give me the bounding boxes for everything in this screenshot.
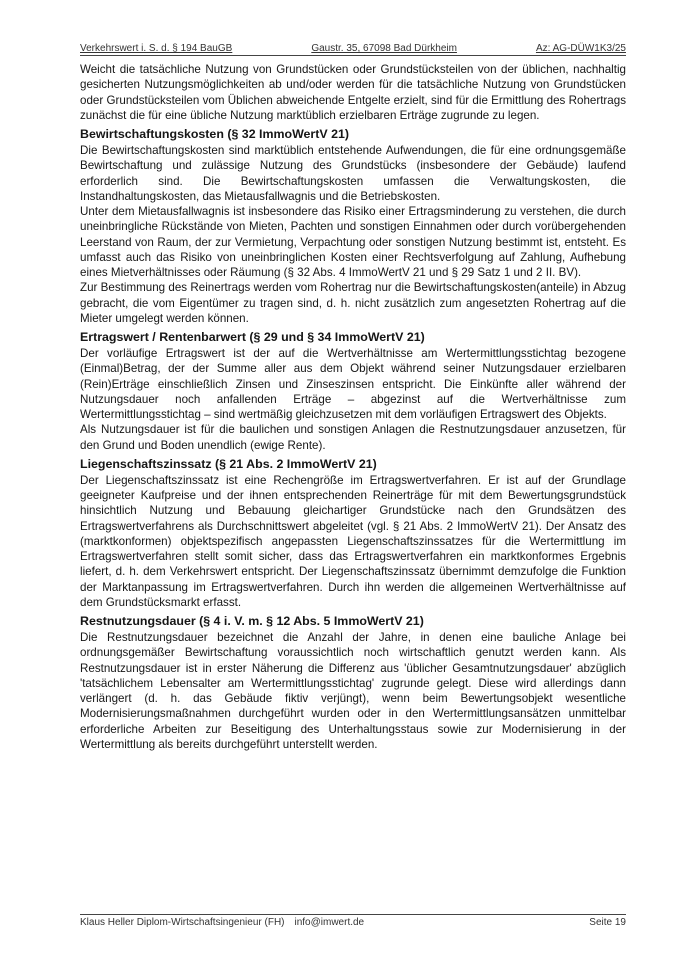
paragraph: Die Restnutzungsdauer bezeichnet die Anzahl der Jahre, in denen eine bauliche Anlage bei ordnungsgemäßer Bewirtschaftung voraussichtlich noch wirtschaftlich genutzt werden kann. Als Restnutzungsdauer ist in erster Näherung die Differenz aus 'üblicher Gesamtnutzungsdauer' abzüglich 'tatsächlichem Lebensalter am Wertermittlungsstichtag' zugrunde gelegt. Diese wird allerdings dann verlängert (d. h. das Gebäude fiktiv verjüngt), wenn beim Bewertungsobjekt wesentliche Modernisierungsmaßnahmen durchgeführt wurden oder in den Wertermittlungsansätzen unmittelbar erforderliche Arbeiten zur Beseitigung des Unterhaltungsstaus sowie zur Modernisierung in der Wertermittlung als bereits durchgeführt unterstellt werden. xyxy=(80,631,626,751)
paragraph: Der Liegenschaftszinssatz ist eine Rechengröße im Ertragswertverfahren. Er ist auf der Grundlage geeigneter Kaufpreise und der ihnen entsprechenden Reinerträge für mit dem Bewertungsgrundstück hinsichtlich Nutzung und Bebauung gleichartiger Grundstücke nach den Grundsätzen des Ertragswertverfahrens als Durchschnittswert abgeleitet (vgl. § 21 Abs. 2 ImmoWertV 21). Der Ansatz des (marktkonformen) objektspezifisch angepassten Liegenschaftszinssatzes für die Wertermittlung im Ertragswertverfahren stellt somit sicher, dass das Ertragswertverfahren ein marktkonformes Ergebnis liefert, d. h. dem Verkehrswert entspricht. Der Liegenschaftszinssatz übernimmt demzufolge die Funktion der Marktanpassung im Ertragswertverfahren. Durch ihn werden die allgemeinen Wertverhältnisse auf dem Grundstücksmarkt erfasst. xyxy=(80,473,626,609)
section-heading: Restnutzungsdauer (§ 4 i. V. m. § 12 Abs. 5 ImmoWertV 21) xyxy=(80,614,424,628)
footer-author-line xyxy=(80,917,589,928)
document-body xyxy=(80,62,626,752)
page-footer xyxy=(80,914,626,928)
section-restnutzungsdauer xyxy=(80,613,626,752)
section-heading: Liegenschaftszinssatz (§ 21 Abs. 2 ImmoWertV 21) xyxy=(80,456,377,471)
paragraph: Zur Bestimmung des Reinertrags werden vom Rohertrag nur die Bewirtschaftungskosten(anteile) in Abzug gebracht, die vom Eigentümer zu tragen sind, d. h. nicht zusätzlich zum angesetzten Rohertrag auf die Mieter umgelegt werden können. xyxy=(80,281,626,325)
page-number: Seite 19 xyxy=(589,917,626,928)
footer-email: info@imwert.de xyxy=(294,917,365,928)
header-address: Gaustr. 35, 67098 Bad Dürkheim xyxy=(311,43,457,54)
paragraph: Weicht die tatsächliche Nutzung von Grundstücken oder Grundstücksteilen von der üblichen, nachhaltig gesicherten Nutzungsmöglichkeiten ab und/oder werden für die tatsächliche Nutzung von Grundstücken oder Grundstücksteilen vom Üblichen abweichende Entgelte erzielt, sind für die Ermittlung des Rohertrags zunächst die für eine übliche Nutzung marktüblich erzielbaren Erträge zugrunde zu legen. xyxy=(80,63,626,122)
intro-section xyxy=(80,62,626,123)
paragraph: Der vorläufige Ertragswert ist der auf die Wertverhältnisse am Wertermittlungsstichtag bezogene (Einmal)Betrag, der der Summe aller aus dem Objekt während seiner Nutzungsdauer erzielbaren (Rein)Erträge einschließlich Zinsen und Zinseszinsen entspricht. Die Einkünfte aller während der Nutzungsdauer noch anfallenden Erträge – abgezinst auf die Wertverhältnisse zum Wertermittlungsstichtag – sind wertmäßig gleichzusetzen mit dem vorläufigen Ertragswert des Objekts. xyxy=(80,347,626,421)
section-ertragswert xyxy=(80,329,626,453)
footer-author: Klaus Heller Diplom-Wirtschaftsingenieur (FH) xyxy=(80,917,285,928)
paragraph: Als Nutzungsdauer ist für die baulichen und sonstigen Anlagen die Restnutzungsdauer anzusetzen, für den Grund und Boden unendlich (ewige Rente). xyxy=(80,423,626,452)
section-liegenschaftszinssatz xyxy=(80,456,626,610)
paragraph: Die Bewirtschaftungskosten sind marktüblich entstehende Aufwendungen, die für eine ordnungsgemäße Bewirtschaftung und zulässige Nutzung des Grundstücks (insbesondere der Gebäude) laufend erforderlich sind. Die Bewirtschaftungskosten umfassen die Verwaltungskosten, die Instandhaltungskosten, das Mietausfallwagnis und die Betriebskosten. xyxy=(80,144,626,203)
page-header xyxy=(80,43,626,56)
section-heading: Bewirtschaftungskosten (§ 32 ImmoWertV 21) xyxy=(80,127,349,141)
header-title: Verkehrswert i. S. d. § 194 BauGB xyxy=(80,43,233,54)
paragraph: Unter dem Mietausfallwagnis ist insbesondere das Risiko einer Ertragsminderung zu verstehen, die durch uneinbringliche Rückstände von Mieten, Pachten und sonstigen Einnahmen oder durch vorübergehenden Leerstand von Raum, der zur Vermietung, Verpachtung oder sonstigen Nutzung bestimmt ist, entsteht. Es umfasst auch das Risiko von uneinbringlichen Kosten einer Rechtsverfolgung auf Zahlung, Aufhebung eines Mietverhältnisses oder Räumung (§ 32 Abs. 4 ImmoWertV 21 und § 29 Satz 1 und 2 II. BV). xyxy=(80,205,626,279)
section-heading: Ertragswert / Rentenbarwert (§ 29 und § 34 ImmoWertV 21) xyxy=(80,330,425,344)
section-bewirtschaftungskosten xyxy=(80,126,626,326)
header-case-number: Az: AG-DÜW1K3/25 xyxy=(535,43,626,54)
